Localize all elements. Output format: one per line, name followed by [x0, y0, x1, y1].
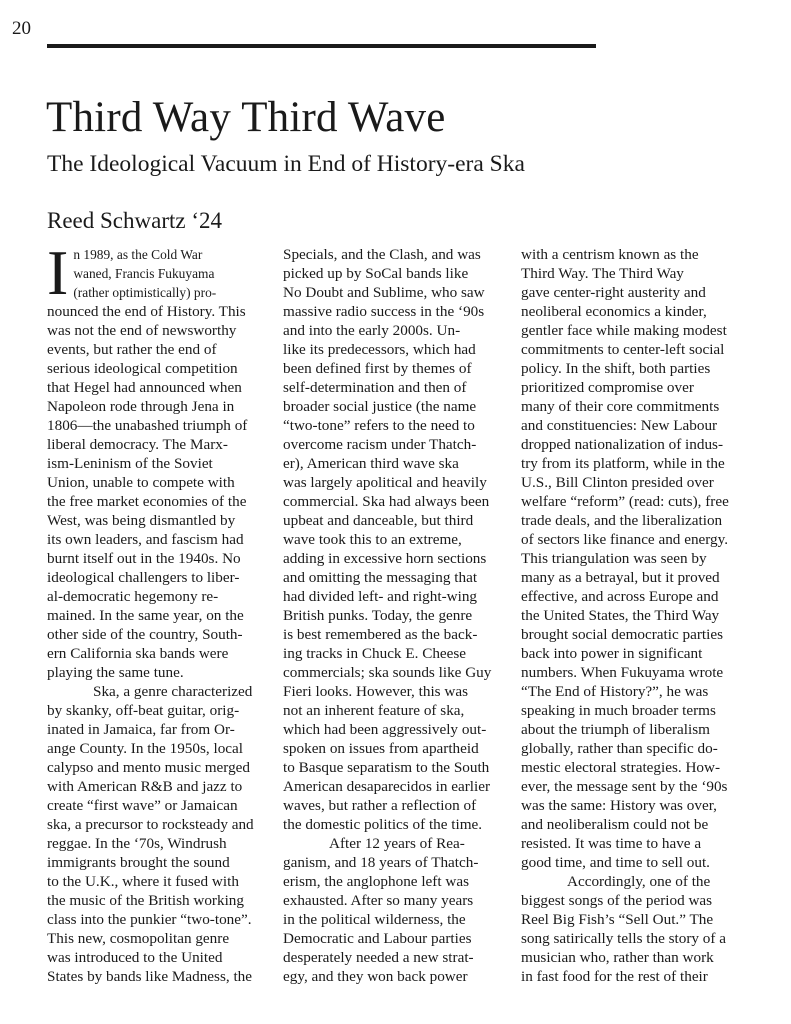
text-line: musician who, rather than work — [521, 949, 714, 966]
text-line: ange County. In the 1950s, local — [47, 740, 243, 757]
text-line: the domestic politics of the time. — [283, 816, 483, 833]
text-line: waves, but rather a reflection of — [283, 797, 477, 814]
text-line: the music of the British working — [47, 892, 244, 909]
text-line: by skanky, off-beat guitar, orig- — [47, 702, 240, 719]
text-line: and constituencies: New Labour — [521, 417, 718, 434]
text-line: erism, the anglophone left was — [283, 873, 469, 890]
text-line: er), American third wave ska — [283, 455, 459, 472]
dropcap-line: waned, Francis Fukuyama — [73, 266, 215, 281]
dropcap-line: (rather optimistically) pro- — [73, 285, 217, 300]
text-line: numbers. When Fukuyama wrote — [521, 664, 724, 681]
text-line: good time, and time to sell out. — [521, 854, 710, 871]
text-line: with American R&B and jazz to — [47, 778, 243, 795]
text-line: adding in excessive horn sections — [283, 550, 487, 567]
top-rule — [47, 44, 596, 48]
text-line: class into the punkier “two-tone”. — [47, 911, 252, 928]
text-line: many of their core commitments — [521, 398, 720, 415]
text-line: “two-tone” refers to the need to — [283, 417, 475, 434]
text-line: was largely apolitical and heavily — [283, 474, 487, 491]
text-line: been defined first by themes of — [283, 360, 472, 377]
text-line: liberal democracy. The Marx- — [47, 436, 228, 453]
text-line: picked up by SoCal bands like — [283, 265, 469, 282]
text-line: Reel Big Fish’s “Sell Out.” The — [521, 911, 714, 928]
text-line: ern California ska bands were — [47, 645, 229, 662]
text-line: broader social justice (the name — [283, 398, 477, 415]
article-subtitle: The Ideological Vacuum in End of History-era Ska — [47, 151, 525, 177]
text-line: many as a betrayal, but it proved — [521, 569, 720, 586]
text-line: other side of the country, South- — [47, 626, 243, 643]
column-2 — [283, 245, 507, 986]
text-line: “The End of History?”, he was — [521, 683, 709, 700]
text-line: spoken on issues from apartheid — [283, 740, 479, 757]
text-line: playing the same tune. — [47, 664, 184, 681]
text-line: was the same: History was over, — [521, 797, 717, 814]
text-line: calypso and mento music merged — [47, 759, 251, 776]
text-line: Napoleon rode through Jena in — [47, 398, 235, 415]
text-line: like its predecessors, which had — [283, 341, 476, 358]
text-line: ska, a precursor to rocksteady and — [47, 816, 254, 833]
text-line: prioritized compromise over — [521, 379, 694, 396]
text-line: was introduced to the United — [47, 949, 223, 966]
text-line: of sectors like finance and energy. — [521, 531, 729, 548]
text-line: British punks. Today, the genre — [283, 607, 473, 624]
text-line: Ska, a genre characterized — [93, 683, 253, 700]
text-line: West, was being dismantled by — [47, 512, 236, 529]
text-line: had divided left- and right-wing — [283, 588, 478, 605]
text-line: burnt itself out in the 1940s. No — [47, 550, 241, 567]
text-line: self-determination and then of — [283, 379, 467, 396]
text-line: create “first wave” or Jamaican — [47, 797, 238, 814]
page-number: 20 — [12, 18, 31, 39]
text-line: about the triumph of liberalism — [521, 721, 710, 738]
text-line: trade deals, and the liberalization — [521, 512, 723, 529]
text-line: serious ideological competition — [47, 360, 238, 377]
text-line: egy, and they won back power — [283, 968, 468, 985]
text-line: dropped nationalization of indus- — [521, 436, 724, 453]
text-line: overcome racism under Thatch- — [283, 436, 477, 453]
text-line: song satirically tells the story of a — [521, 930, 726, 947]
text-line: events, but rather the end of — [47, 341, 217, 358]
text-line: mained. In the same year, on the — [47, 607, 244, 624]
text-line: ever, the message sent by the ‘90s — [521, 778, 728, 795]
text-line: No Doubt and Sublime, who saw — [283, 284, 485, 301]
text-line: ism-Leninism of the Soviet — [47, 455, 213, 472]
text-line: Specials, and the Clash, and was — [283, 246, 481, 263]
text-line: This triangulation was seen by — [521, 550, 707, 567]
text-line: Accordingly, one of the — [567, 873, 711, 890]
text-line: exhausted. After so many years — [283, 892, 474, 909]
column-3 — [521, 245, 753, 986]
text-line: reggae. In the ‘70s, Windrush — [47, 835, 227, 852]
text-line: not an inherent feature of ska, — [283, 702, 465, 719]
article-title: Third Way Third Wave — [46, 94, 446, 141]
text-line: Fieri looks. However, this was — [283, 683, 468, 700]
text-line: was not the end of newsworthy — [47, 322, 237, 339]
text-line: speaking in much broader terms — [521, 702, 716, 719]
text-line: ideological challengers to liber- — [47, 569, 240, 586]
text-line: immigrants brought the sound — [47, 854, 230, 871]
text-line: biggest songs of the period was — [521, 892, 713, 909]
text-line: gave center-right austerity and — [521, 284, 706, 301]
text-line: This new, cosmopolitan genre — [47, 930, 230, 947]
text-line: policy. In the shift, both parties — [521, 360, 711, 377]
text-line: Third Way. The Third Way — [521, 265, 684, 282]
text-line: 1806—the unabashed triumph of — [47, 417, 248, 434]
text-line: neoliberal economics a kinder, — [521, 303, 707, 320]
text-line: that Hegel had announced when — [47, 379, 242, 396]
text-line: to Basque separatism to the South — [283, 759, 490, 776]
text-line: wave took this to an extreme, — [283, 531, 462, 548]
text-line: its own leaders, and fascism had — [47, 531, 244, 548]
dropcap-line: n 1989, as the Cold War — [73, 247, 203, 262]
text-line: in the political wilderness, the — [283, 911, 466, 928]
text-line: the free market economies of the — [47, 493, 247, 510]
text-line: commercials; ska sounds like Guy — [283, 664, 492, 681]
text-line: try from its platform, while in the — [521, 455, 725, 472]
text-line: is best remembered as the back- — [283, 626, 478, 643]
text-line: ing tracks in Chuck E. Cheese — [283, 645, 467, 662]
text-line: inated in Jamaica, far from Or- — [47, 721, 235, 738]
text-line: resisted. It was time to have a — [521, 835, 702, 852]
text-line: brought social democratic parties — [521, 626, 724, 643]
drop-cap: I — [47, 237, 69, 308]
text-line: ganism, and 18 years of Thatch- — [283, 854, 479, 871]
text-line: the United States, the Third Way — [521, 607, 720, 624]
text-line: commitments to center-left social — [521, 341, 725, 358]
text-line: massive radio success in the ‘90s — [283, 303, 485, 320]
text-line: and into the early 2000s. Un- — [283, 322, 461, 339]
text-line: and neoliberalism could not be — [521, 816, 709, 833]
text-line: U.S., Bill Clinton presided over — [521, 474, 714, 491]
text-line: al-democratic hegemony re- — [47, 588, 219, 605]
text-line: mestic electoral strategies. How- — [521, 759, 721, 776]
text-line: which had been aggressively out- — [283, 721, 487, 738]
text-line: After 12 years of Rea- — [329, 835, 465, 852]
text-line: welfare “reform” (read: cuts), free — [521, 493, 729, 510]
text-line: desperately needed a new strat- — [283, 949, 474, 966]
text-line: globally, rather than specific do- — [521, 740, 718, 757]
column-1 — [47, 237, 269, 986]
text-line: commercial. Ska had always been — [283, 493, 490, 510]
text-line: States by bands like Madness, the — [47, 968, 253, 985]
text-line: gentler face while making modest — [521, 322, 727, 339]
text-line: Democratic and Labour parties — [283, 930, 472, 947]
author-byline: Reed Schwartz ‘24 — [47, 208, 222, 233]
text-line: back into power in significant — [521, 645, 703, 662]
text-line: upbeat and danceable, but third — [283, 512, 474, 529]
text-line: with a centrism known as the — [521, 246, 699, 263]
text-line: effective, and across Europe and — [521, 588, 719, 605]
text-line: American desaparecidos in earlier — [283, 778, 491, 795]
text-line: nounced the end of History. This — [47, 303, 246, 320]
text-line: and omitting the messaging that — [283, 569, 478, 586]
text-line: to the U.K., where it fused with — [47, 873, 239, 890]
text-line: Union, unable to compete with — [47, 474, 235, 491]
text-line: in fast food for the rest of their — [521, 968, 708, 985]
